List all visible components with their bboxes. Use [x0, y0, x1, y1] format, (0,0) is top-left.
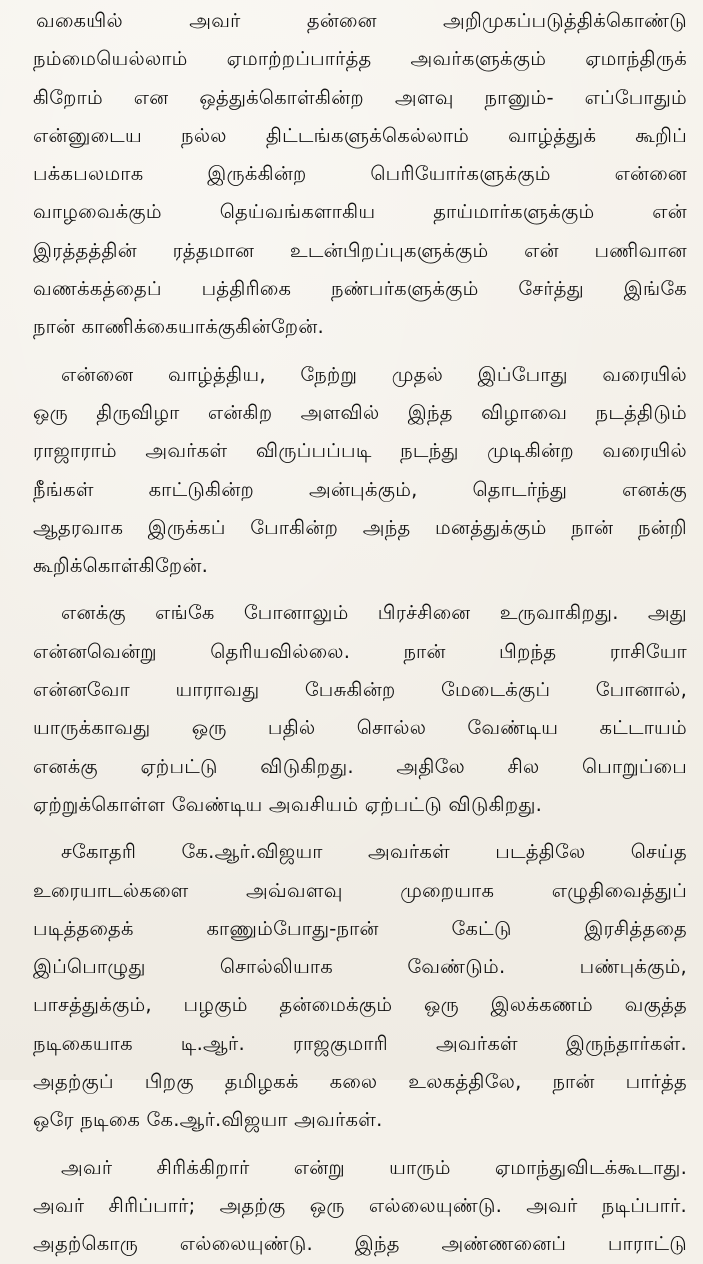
text-line: என்னுடைய நல்ல திட்டங்களுக்கெல்லாம் வாழ்த்துக் கூறிப்	[33, 123, 687, 147]
paragraph-1	[33, 2, 687, 347]
text-line: பாசத்துக்கும், பழகும் தன்மைக்கும் ஒரு இலக்கணம் வகுத்த	[33, 993, 687, 1017]
paragraph-3	[33, 594, 687, 824]
text-line: ஆதரவாக இருக்கப் போகின்ற அந்த மனத்துக்கும் நான் நன்றி	[33, 515, 687, 539]
text-line: பக்கபலமாக இருக்கின்ற பெரியோர்களுக்கும் என்னை	[33, 162, 687, 186]
text-line: நீங்கள் காட்டுகின்ற அன்புக்கும், தொடர்ந்து எனக்கு	[33, 477, 687, 501]
text-line: வாழவைக்கும் தெய்வங்களாகிய தாய்மார்களுக்கும் என்	[33, 200, 687, 224]
text-line: கிறோம் என ஒத்துக்கொள்கின்ற அளவு நானும்- எப்போதும்	[33, 85, 687, 109]
text-line: ஏற்றுக்கொள்ள வேண்டிய அவசியம் ஏற்பட்டு விடுகிறது.	[33, 792, 543, 816]
text-line: என்னவென்று தெரியவில்லை. நான் பிறந்த ராசியோ	[33, 639, 687, 663]
paragraph-gap	[55, 824, 687, 833]
text-line: யாருக்காவது ஒரு பதில் சொல்ல வேண்டிய கட்டாயம்	[33, 716, 687, 740]
text-line: எனக்கு ஏற்பட்டு விடுகிறது. அதிலே சில பொறுப்பை	[33, 754, 687, 778]
text-line: நடிகையாக டி.ஆர். ராஜகுமாரி அவர்கள் இருந்தார்கள்.	[33, 1031, 687, 1055]
text-line: என்னவோ யாராவது பேசுகின்ற மேடைக்குப் போனால்,	[33, 678, 687, 702]
text-line: அதற்குப் பிறகு தமிழகக் கலை உலகத்திலே, நான் பார்த்த	[33, 1070, 687, 1094]
text-line: கூறிக்கொள்கிறேன்.	[33, 554, 209, 578]
text-line: எனக்கு எங்கே போனாலும் பிரச்சினை உருவாகிறது. அது	[61, 601, 687, 625]
text-line: வணக்கத்தைப் பத்திரிகை நண்பர்களுக்கும் சேர்த்து இங்கே	[33, 277, 687, 301]
paragraph-gap	[55, 1140, 687, 1149]
text-line: வகையில் அவர் தன்னை அறிமுகப்படுத்திக்கொண்டு	[36, 9, 687, 32]
text-line: ஒரே நடிகை கே.ஆர்.விஜயா அவர்கள்.	[33, 1108, 383, 1132]
paragraph-2	[33, 356, 687, 586]
text-line: என்னை வாழ்த்திய, நேற்று முதல் இப்போது வரையில்	[61, 362, 687, 386]
text-line: ராஜாராம் அவர்கள் விருப்பப்படி நடந்து முடிகின்ற வரையில்	[33, 439, 687, 463]
text-line: இரத்தத்தின் ரத்தமான உடன்பிறப்புகளுக்கும் என் பணிவான	[33, 238, 687, 262]
text-line: அவர் சிரிப்பார்; அதற்கு ஒரு எல்லையுண்டு. அவர் நடிப்பார்.	[33, 1193, 687, 1217]
text-line: ஒரு திருவிழா என்கிற அளவில் இந்த விழாவை நடத்திடும்	[33, 400, 687, 424]
paragraph-gap	[55, 585, 687, 594]
body-text	[33, 2, 687, 1264]
paragraph-4	[33, 833, 687, 1139]
paragraph-5	[33, 1149, 687, 1264]
text-line: நான் காணிக்கையாக்குகின்றேன்.	[33, 315, 324, 339]
text-line: நம்மையெல்லாம் ஏமாற்றப்பார்த்த அவர்களுக்கும் ஏமாந்திருக்	[33, 47, 687, 71]
text-line: அதற்கொரு எல்லையுண்டு. இந்த அண்ணனைப் பாராட்டு	[33, 1232, 687, 1256]
text-line: படித்ததைக் காணும்போது-நான் கேட்டு இரசித்ததை	[33, 916, 687, 940]
paragraph-gap	[55, 347, 687, 356]
text-line: அவர் சிரிக்கிறார் என்று யாரும் ஏமாந்துவிடக்கூடாது.	[61, 1155, 687, 1179]
text-line: இப்பொழுது சொல்லியாக வேண்டும். பண்புக்கும்,	[33, 955, 687, 979]
text-line: உரையாடல்களை அவ்வளவு முறையாக எழுதிவைத்துப்	[33, 878, 687, 902]
text-line: சகோதரி கே.ஆர்.விஜயா அவர்கள் படத்திலே செய்த	[61, 840, 687, 864]
